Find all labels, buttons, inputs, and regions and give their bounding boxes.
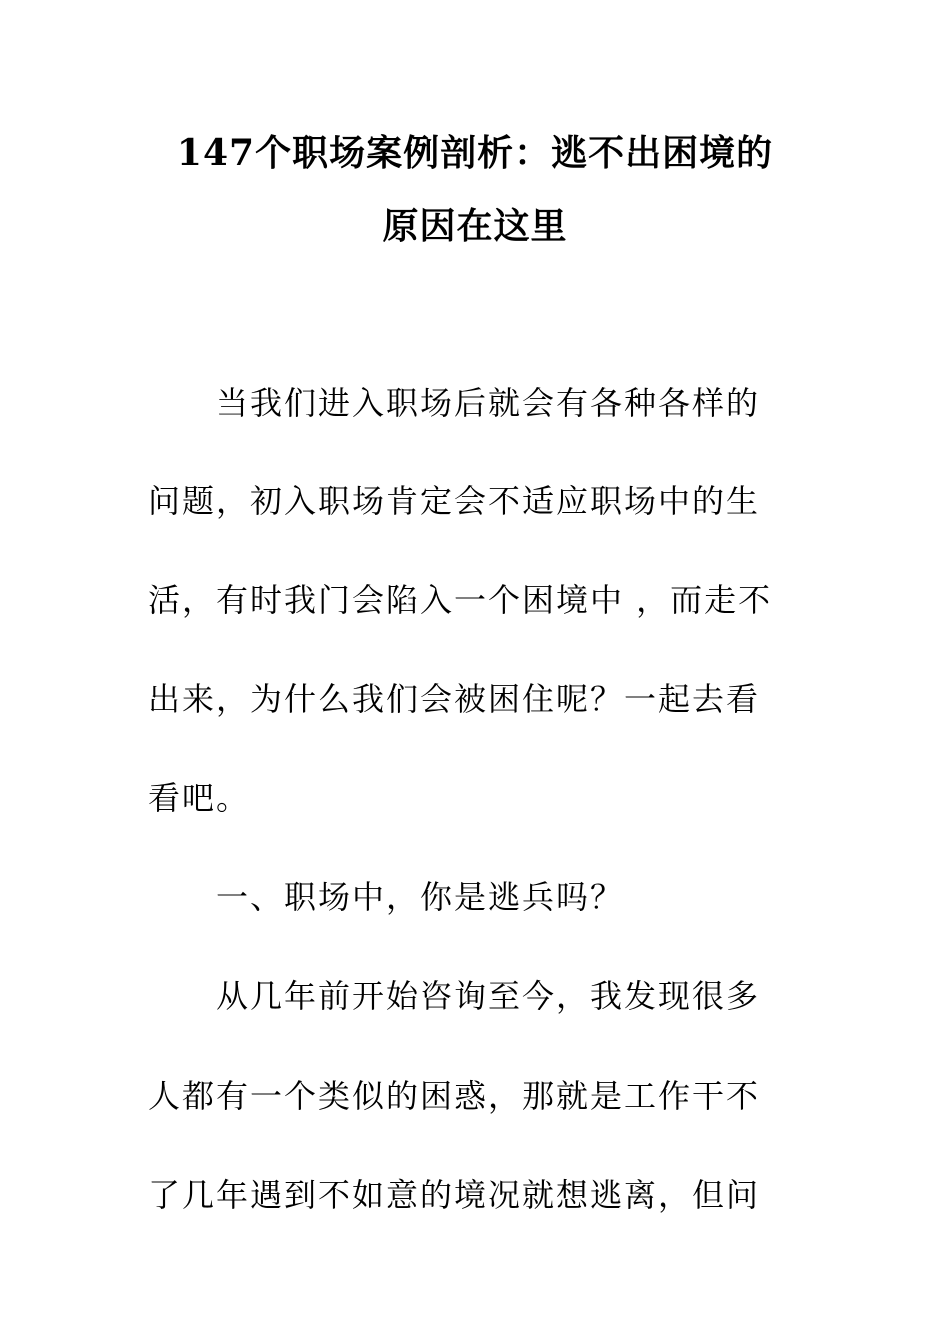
- section-heading-1: 一、职场中，你是逃兵吗？: [216, 878, 625, 916]
- paragraph-1-line-3: 活，有时我门会陷入一个困境中 ，而走不: [148, 581, 773, 619]
- paragraph-2-line-1: 从几年前开始咨询至今，我发现很多: [216, 977, 761, 1015]
- paragraph-1-line-1: 当我们进入职场后就会有各种各样的: [216, 384, 761, 422]
- document-title-line-1: 147个职场案例剖析：逃不出困境的: [176, 132, 774, 174]
- paragraph-1-line-2: 问题，初入职场肯定会不适应职场中的生: [148, 482, 761, 520]
- paragraph-2-line-2: 人都有一个类似的困惑，那就是工作干不: [148, 1077, 761, 1115]
- paragraph-1-line-4: 出来，为什么我们会被困住呢？一起去看: [148, 680, 761, 718]
- paragraph-1-line-5: 看吧。: [148, 779, 251, 817]
- paragraph-2-line-3: 了几年遇到不如意的境况就想逃离，但问: [148, 1176, 761, 1214]
- document-title-line-2: 原因在这里: [382, 205, 568, 247]
